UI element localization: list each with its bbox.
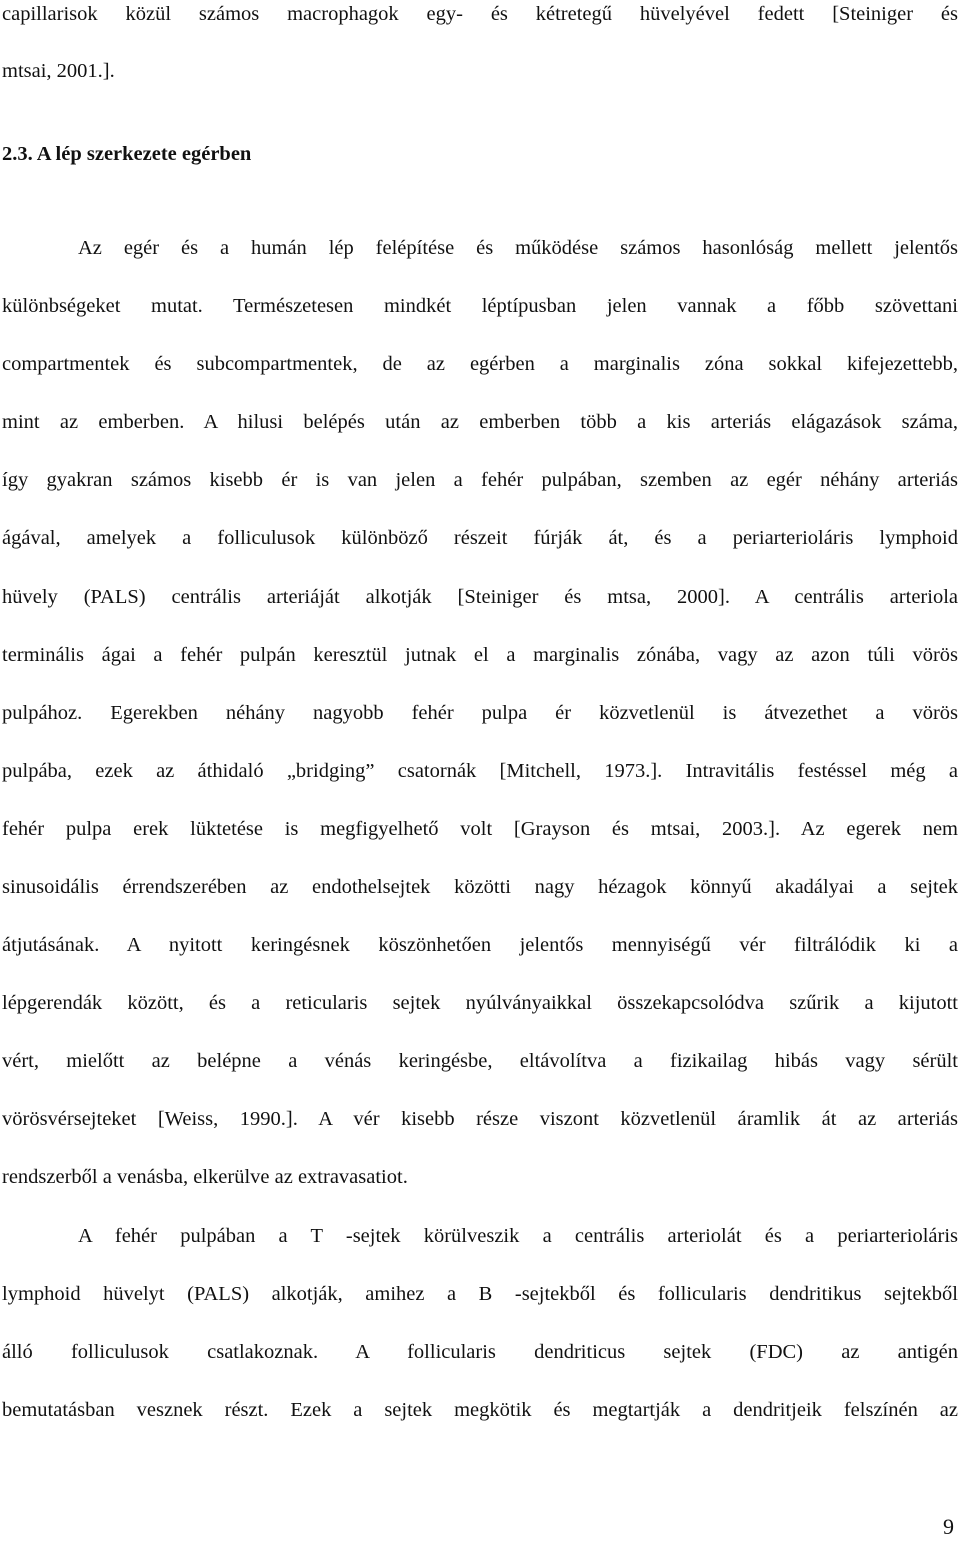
paragraph1-line-15: vért, mielőtt az belépne a vénás keringésbe, eltávolítva a fizikailag hibás vagy sérült — [2, 1050, 958, 1072]
paragraph1-line-4: mint az emberben. A hilusi belépés után az emberben több a kis arteriás elágazások száma, — [2, 411, 958, 433]
paragraph2-line-3: álló folliculusok csatlakoznak. A follicularis dendriticus sejtek (FDC) az antigén — [2, 1341, 958, 1363]
paragraph1-line-17: rendszerből a venásba, elkerülve az extravasatiot. — [2, 1166, 408, 1188]
section-heading: 2.3. A lép szerkezete egérben — [2, 143, 252, 165]
paragraph1-line-2: különbségeket mutat. Természetesen mindkét léptípusban jelen vannak a főbb szövettani — [2, 295, 958, 317]
intro-line-2: mtsai, 2001.]. — [2, 60, 115, 82]
paragraph1-line-11: fehér pulpa erek lüktetése is megfigyelhető volt [Grayson és mtsai, 2003.]. Az egerek nem — [2, 818, 958, 840]
paragraph1-line-14: lépgerendák között, és a reticularis sejtek nyúlványaikkal összekapcsolódva szűrik a kijutott — [2, 992, 958, 1014]
paragraph1-line-16: vörösvérsejteket [Weiss, 1990.]. A vér kisebb része viszont közvetlenül áramlik át az arteriás — [2, 1108, 958, 1130]
paragraph1-line-10: pulpába, ezek az áthidaló „bridging” csatornák [Mitchell, 1973.]. Intravitális festéssel még a — [2, 760, 958, 782]
paragraph1-line-6: ágával, amelyek a folliculusok különböző részeit fúrják át, és a periarterioláris lymphoid — [2, 527, 958, 549]
paragraph2-line-4: bemutatásban vesznek részt. Ezek a sejtek megkötik és megtartják a dendritjeik felszínén az — [2, 1399, 958, 1421]
paragraph1-line-1: Az egér és a humán lép felépítése és működése számos hasonlóság mellett jelentős — [78, 237, 958, 259]
page-number: 9 — [943, 1514, 954, 1539]
paragraph1-line-8: terminális ágai a fehér pulpán keresztül jutnak el a marginalis zónába, vagy az azon túli vörös — [2, 644, 958, 666]
paragraph2-line-2: lymphoid hüvelyt (PALS) alkotják, amihez a B -sejtekből és follicularis dendritikus sejtekből — [2, 1283, 958, 1305]
paragraph1-line-12: sinusoidális érrendszerében az endothelsejtek közötti nagy hézagok könnyű akadályai a sejtek — [2, 876, 958, 898]
paragraph1-line-5: így gyakran számos kisebb ér is van jelen a fehér pulpában, szemben az egér néhány arteriás — [2, 469, 958, 491]
paragraph1-line-3: compartmentek és subcompartmentek, de az egérben a marginalis zóna sokkal kifejezettebb, — [2, 353, 958, 375]
paragraph1-line-9: pulpához. Egerekben néhány nagyobb fehér pulpa ér közvetlenül is átvezethet a vörös — [2, 702, 958, 724]
paragraph1-line-7: hüvely (PALS) centrális arteriáját alkotják [Steiniger és mtsa, 2000]. A centrális arteriola — [2, 586, 958, 608]
intro-line-1: capillarisok közül számos macrophagok egy- és kétretegű hüvelyével fedett [Steiniger és — [2, 3, 958, 25]
paragraph2-line-1: A fehér pulpában a T -sejtek körülveszik a centrális arteriolát és a periarterioláris — [78, 1225, 958, 1247]
paragraph1-line-13: átjutásának. A nyitott keringésnek köszönhetően jelentős mennyiségű vér filtrálódik ki a — [2, 934, 958, 956]
